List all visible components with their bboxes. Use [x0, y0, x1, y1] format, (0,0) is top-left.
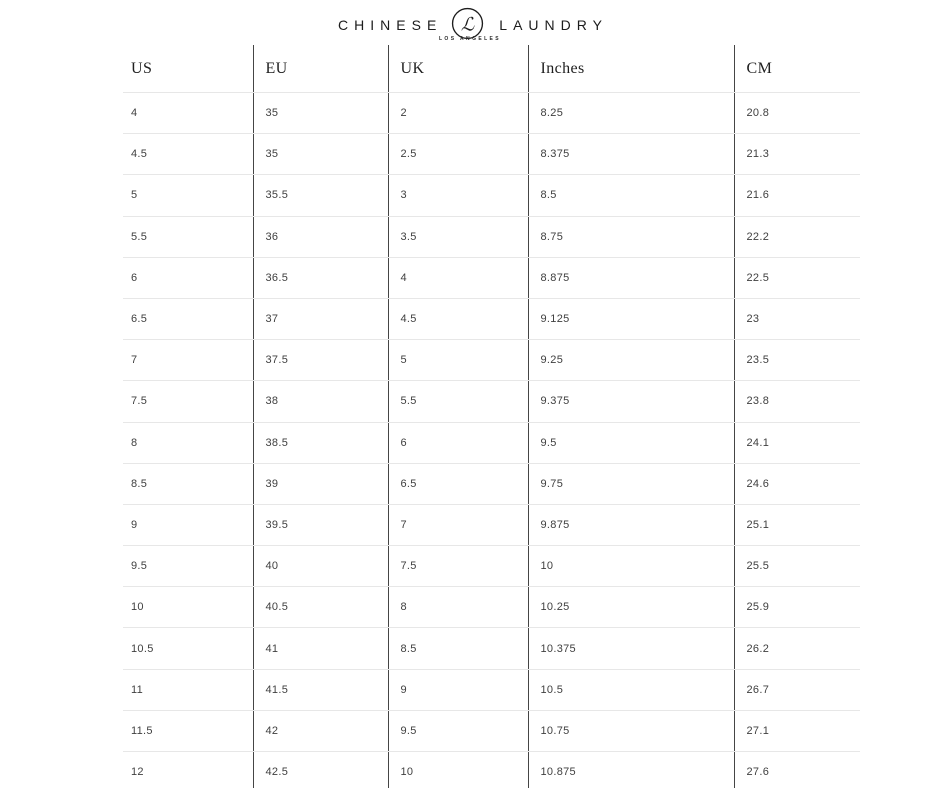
table-cell: 5.5 [388, 381, 528, 422]
table-cell: 25.5 [734, 546, 860, 587]
table-cell: 11.5 [123, 710, 253, 751]
table-cell: 23.8 [734, 381, 860, 422]
table-cell: 9.25 [528, 340, 734, 381]
table-row [123, 546, 860, 587]
table-cell: 6 [388, 422, 528, 463]
table-cell: 7.5 [388, 546, 528, 587]
table-cell: 7 [123, 340, 253, 381]
table-cell: 8 [123, 422, 253, 463]
table-cell: 8.875 [528, 257, 734, 298]
column-header-eu: EU [253, 45, 388, 93]
table-cell: 4.5 [123, 134, 253, 175]
table-cell: 35 [253, 93, 388, 134]
table-row [123, 710, 860, 751]
table-cell: 7 [388, 504, 528, 545]
size-chart-header [123, 45, 860, 93]
table-cell: 36 [253, 216, 388, 257]
table-cell: 10 [123, 587, 253, 628]
table-cell: 5 [388, 340, 528, 381]
table-cell: 41 [253, 628, 388, 669]
table-row [123, 298, 860, 339]
table-cell: 10.25 [528, 587, 734, 628]
table-cell: 9.125 [528, 298, 734, 339]
table-row [123, 422, 860, 463]
table-cell: 24.6 [734, 463, 860, 504]
table-cell: 8.5 [123, 463, 253, 504]
table-cell: 20.8 [734, 93, 860, 134]
table-row [123, 463, 860, 504]
table-cell: 9.5 [528, 422, 734, 463]
table-cell: 9.375 [528, 381, 734, 422]
table-cell: 38.5 [253, 422, 388, 463]
table-cell: 9.5 [123, 546, 253, 587]
size-chart-table [123, 45, 860, 788]
table-row [123, 216, 860, 257]
table-cell: 5.5 [123, 216, 253, 257]
table-cell: 6.5 [123, 298, 253, 339]
table-cell: 8.75 [528, 216, 734, 257]
table-cell: 35 [253, 134, 388, 175]
table-cell: 39 [253, 463, 388, 504]
table-cell: 25.1 [734, 504, 860, 545]
table-cell: 9.5 [388, 710, 528, 751]
brand-logo [0, 0, 940, 45]
table-cell: 9.875 [528, 504, 734, 545]
table-cell: 42.5 [253, 752, 388, 788]
table-cell: 4.5 [388, 298, 528, 339]
table-cell: 8.5 [388, 628, 528, 669]
table-cell: 25.9 [734, 587, 860, 628]
table-cell: 22.2 [734, 216, 860, 257]
table-cell: 41.5 [253, 669, 388, 710]
table-cell: 10 [388, 752, 528, 788]
table-cell: 37 [253, 298, 388, 339]
table-row [123, 381, 860, 422]
table-cell: 9.75 [528, 463, 734, 504]
table-row [123, 752, 860, 788]
table-cell: 6 [123, 257, 253, 298]
table-cell: 27.1 [734, 710, 860, 751]
table-cell: 10.875 [528, 752, 734, 788]
brand-name-left: CHINESE [338, 16, 443, 33]
table-cell: 21.3 [734, 134, 860, 175]
table-cell: 23 [734, 298, 860, 339]
table-cell: 9 [123, 504, 253, 545]
table-cell: 2 [388, 93, 528, 134]
table-cell: 37.5 [253, 340, 388, 381]
table-cell: 39.5 [253, 504, 388, 545]
table-cell: 3 [388, 175, 528, 216]
table-cell: 40.5 [253, 587, 388, 628]
table-cell: 11 [123, 669, 253, 710]
table-cell: 9 [388, 669, 528, 710]
table-cell: 8.375 [528, 134, 734, 175]
column-header-cm: CM [734, 45, 860, 93]
table-cell: 10.5 [123, 628, 253, 669]
table-row [123, 134, 860, 175]
table-cell: 10 [528, 546, 734, 587]
header-row [123, 45, 860, 93]
table-cell: 24.1 [734, 422, 860, 463]
table-row [123, 587, 860, 628]
table-row [123, 257, 860, 298]
table-cell: 38 [253, 381, 388, 422]
table-cell: 23.5 [734, 340, 860, 381]
table-cell: 5 [123, 175, 253, 216]
table-cell: 10.75 [528, 710, 734, 751]
column-header-us: US [123, 45, 253, 93]
table-row [123, 175, 860, 216]
table-cell: 2.5 [388, 134, 528, 175]
brand-name-right: LAUNDRY [499, 16, 608, 33]
table-cell: 4 [123, 93, 253, 134]
table-cell: 36.5 [253, 257, 388, 298]
brand-monogram-letter: ℒ [461, 14, 475, 36]
table-cell: 21.6 [734, 175, 860, 216]
table-row [123, 504, 860, 545]
size-chart-body [123, 93, 860, 788]
table-cell: 8.5 [528, 175, 734, 216]
table-cell: 35.5 [253, 175, 388, 216]
table-cell: 26.2 [734, 628, 860, 669]
column-header-inches: Inches [528, 45, 734, 93]
table-cell: 27.6 [734, 752, 860, 788]
table-cell: 12 [123, 752, 253, 788]
table-row [123, 340, 860, 381]
table-cell: 3.5 [388, 216, 528, 257]
table-cell: 8 [388, 587, 528, 628]
brand-tagline: LOS ANGELES [438, 36, 502, 42]
column-header-uk: UK [388, 45, 528, 93]
table-cell: 4 [388, 257, 528, 298]
table-cell: 26.7 [734, 669, 860, 710]
table-cell: 7.5 [123, 381, 253, 422]
table-cell: 40 [253, 546, 388, 587]
table-cell: 42 [253, 710, 388, 751]
table-row [123, 669, 860, 710]
table-cell: 10.5 [528, 669, 734, 710]
table-row [123, 628, 860, 669]
table-cell: 8.25 [528, 93, 734, 134]
table-cell: 10.375 [528, 628, 734, 669]
table-cell: 6.5 [388, 463, 528, 504]
table-row [123, 93, 860, 134]
table-cell: 22.5 [734, 257, 860, 298]
